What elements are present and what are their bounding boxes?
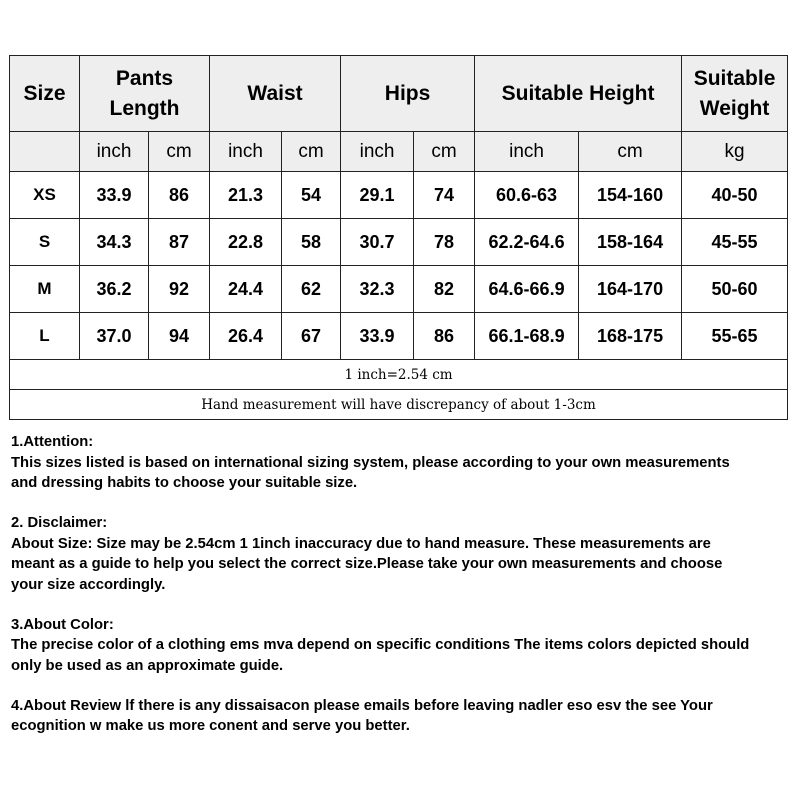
discrepancy-note: Hand measurement will have discrepancy of about 1-3cm [10, 390, 788, 420]
conversion-note-row [10, 360, 788, 390]
note-section [11, 696, 791, 737]
header-suitable-weight: Suitable Weight [682, 56, 788, 132]
header-size: Size [10, 56, 80, 132]
table-cell: 37.0 [80, 313, 149, 360]
table-cell: 45-55 [682, 219, 788, 266]
note-title: 1.Attention: [11, 434, 94, 450]
unit-cell: inch [80, 132, 149, 172]
table-cell: 62 [282, 266, 341, 313]
note-title: 3.About Color: [11, 616, 114, 633]
table-cell: 154-160 [579, 172, 682, 219]
notes-section [11, 432, 791, 756]
header-pants-length: Pants Length [80, 56, 210, 132]
unit-cell: cm [414, 132, 475, 172]
table-cell: 55-65 [682, 313, 788, 360]
table-cell: 164-170 [579, 266, 682, 313]
table-cell: 50-60 [682, 266, 788, 313]
table-cell: 87 [149, 219, 210, 266]
size-cell: M [10, 266, 80, 313]
table-cell: 22.8 [210, 219, 282, 266]
unit-cell: kg [682, 132, 788, 172]
table-cell: 82 [414, 266, 475, 313]
table-cell: 86 [149, 172, 210, 219]
unit-cell: cm [579, 132, 682, 172]
note-section [11, 432, 791, 494]
header-hips: Hips [341, 56, 475, 132]
table-cell: 67 [282, 313, 341, 360]
table-row [10, 172, 788, 219]
size-cell: L [10, 313, 80, 360]
table-cell: 62.2-64.6 [475, 219, 579, 266]
unit-cell: cm [282, 132, 341, 172]
table-row [10, 266, 788, 313]
table-cell: 64.6-66.9 [475, 266, 579, 313]
table-row [10, 313, 788, 360]
table-cell: 74 [414, 172, 475, 219]
table-cell: 30.7 [341, 219, 414, 266]
unit-cell-blank [10, 132, 80, 172]
note-body: This sizes listed is based on international sizing system, please according to your own measurements and dressing habits to choose your suitable size. [11, 454, 730, 491]
table-cell: 32.3 [341, 266, 414, 313]
table-row [10, 219, 788, 266]
table-cell: 34.3 [80, 219, 149, 266]
table-cell: 33.9 [341, 313, 414, 360]
table-cell: 33.9 [80, 172, 149, 219]
table-cell: 158-164 [579, 219, 682, 266]
table-cell: 168-175 [579, 313, 682, 360]
header-waist: Waist [210, 56, 341, 132]
note-title: 2. Disclaimer: [11, 515, 108, 531]
conversion-note: 1 inch=2.54 cm [10, 360, 788, 390]
unit-cell: inch [341, 132, 414, 172]
table-cell: 92 [149, 266, 210, 313]
table-cell: 58 [282, 219, 341, 266]
unit-cell: inch [475, 132, 579, 172]
discrepancy-note-row [10, 390, 788, 420]
note-section [11, 615, 791, 677]
table-cell: 54 [282, 172, 341, 219]
table-cell: 29.1 [341, 172, 414, 219]
unit-cell: cm [149, 132, 210, 172]
size-cell: XS [10, 172, 80, 219]
note-body: The precise color of a clothing ems mva depend on specific conditions The items colors depicted should only be used as an approximate guide. [11, 637, 750, 674]
header-suitable-height: Suitable Height [475, 56, 682, 132]
note-body: About Size: Size may be 2.54cm 1 1inch inaccuracy due to hand measure. These measurements are meant as a guide to help you select the correct size.Please take your own measurements and choose your size accordingly. [11, 535, 723, 593]
table-cell: 60.6-63 [475, 172, 579, 219]
table-cell: 94 [149, 313, 210, 360]
table-cell: 21.3 [210, 172, 282, 219]
table-cell: 66.1-68.9 [475, 313, 579, 360]
table-cell: 36.2 [80, 266, 149, 313]
table-cell: 40-50 [682, 172, 788, 219]
table-cell: 78 [414, 219, 475, 266]
table-cell: 26.4 [210, 313, 282, 360]
table-cell: 24.4 [210, 266, 282, 313]
table-cell: 86 [414, 313, 475, 360]
header-row [10, 56, 788, 132]
note-body: 4.About Review lf there is any dissaisacon please emails before leaving nadler eso esv the see Your ecognition w make us more conent and serve you better. [11, 697, 713, 734]
size-chart-table [9, 55, 788, 420]
unit-row [10, 132, 788, 172]
size-cell: S [10, 219, 80, 266]
note-section [11, 513, 791, 595]
unit-cell: inch [210, 132, 282, 172]
